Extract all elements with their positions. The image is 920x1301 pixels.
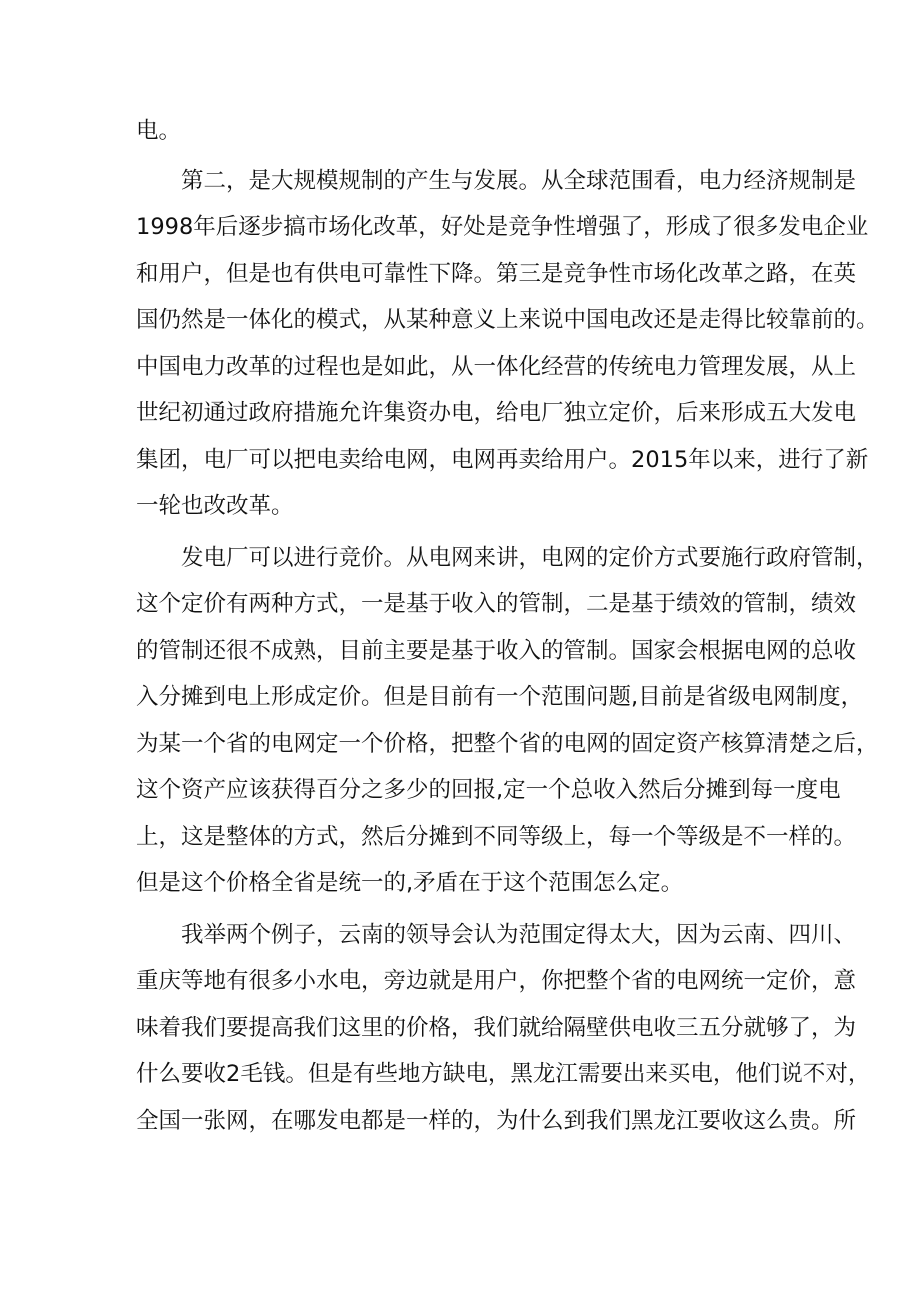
paragraph-line: 集团，电厂可以把电卖给电网，电网再卖给用户。2015年以来，进行了新: [136, 447, 869, 473]
paragraph-line: 发电厂可以进行竞价。从电网来讲，电网的定价方式要施行政府管制，: [181, 545, 879, 571]
paragraph-line: 国仍然是一体化的模式，从某种意义上来说中国电改还是走得比较靠前的。: [136, 307, 879, 333]
paragraph-line: 重庆等地有很多小水电，旁边就是用户，你把整个省的电网统一定价，意: [136, 968, 857, 994]
paragraph-line: 电。: [136, 118, 182, 144]
paragraph-line: 但是这个价格全省是统一的,矛盾在于这个范围怎么定。: [136, 870, 684, 896]
paragraph-line: 上，这是整体的方式，然后分摊到不同等级上，每一个等级是不一样的。: [136, 824, 857, 850]
paragraph-line: 味着我们要提高我们这里的价格，我们就给隔壁供电收三五分就够了，为: [136, 1015, 857, 1041]
paragraph-line: 和用户，但是也有供电可靠性下降。第三是竞争性市场化改革之路，在英: [136, 261, 857, 287]
paragraph-line: 这个资产应该获得百分之多少的回报,定一个总收入然后分摊到每一度电: [136, 777, 841, 803]
paragraph-line: 我举两个例子，云南的领导会认为范围定得太大，因为云南、四川、: [181, 922, 857, 948]
paragraph-line: 入分摊到电上形成定价。但是目前有一个范围问题,目前是省级电网制度，: [136, 684, 864, 710]
paragraph-line: 的管制还很不成熟，目前主要是基于收入的管制。国家会根据电网的总收: [136, 638, 857, 664]
paragraph-line: 世纪初通过政府措施允许集资办电，给电厂独立定价，后来形成五大发电: [136, 400, 857, 426]
paragraph-line: 1998年后逐步搞市场化改革，好处是竞争性增强了，形成了很多发电企业: [136, 214, 869, 240]
paragraph-line: 这个定价有两种方式，一是基于收入的管制，二是基于绩效的管制，绩效: [136, 591, 857, 617]
paragraph-line: 第二，是大规模规制的产生与发展。从全球范围看，电力经济规制是: [181, 168, 857, 194]
paragraph-line: 为某一个省的电网定一个价格，把整个省的电网的固定资产核算清楚之后，: [136, 731, 879, 757]
paragraph-line: 什么要收2毛钱。但是有些地方缺电，黑龙江需要出来买电，他们说不对，: [136, 1061, 871, 1087]
paragraph-line: 全国一张网，在哪发电都是一样的，为什么到我们黑龙江要收这么贵。所: [136, 1108, 857, 1134]
paragraph-line: 一轮也改改革。: [136, 493, 294, 519]
paragraph-line: 中国电力改革的过程也是如此，从一体化经营的传统电力管理发展，从上: [136, 354, 857, 380]
